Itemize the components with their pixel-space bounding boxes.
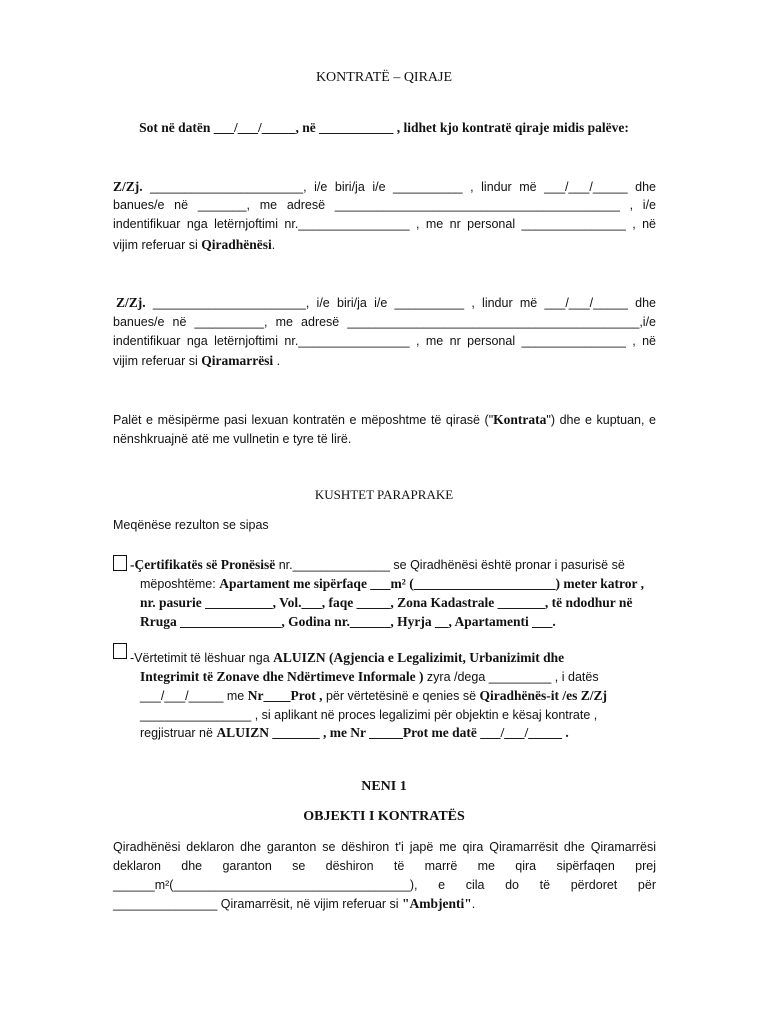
party2-line4 xyxy=(113,352,656,370)
item2-lessor: Qiradhënës-it /es Z/Zj xyxy=(479,688,608,703)
item2-registration: ALUIZN _______ , me Nr _____Prot me datë ___/___/_____ . xyxy=(216,725,569,740)
article-line1: Qiradhënësi deklaron dhe garanton se dëshiron t'i japë me qira Qiramarrësit dhe Qiramarrësi xyxy=(113,840,656,854)
article-line3: ______m²(__________________________________), e cila do të përdoret për xyxy=(113,878,656,892)
item2-line3 xyxy=(140,687,656,705)
party1-line3: indentifikuar nga letërnjoftimi nr.________________ , me nr personal _______________ , në xyxy=(113,217,656,231)
party1-role: Qiradhënësi xyxy=(201,237,272,252)
prelim-intro: Meqënëse rezulton se sipas xyxy=(113,518,269,532)
item1-line3: nr. pasurie __________, Vol.___, faqe _____, Zona Kadastrale _______, të ndodhur në xyxy=(140,595,633,610)
item2-line1-pre: -Vërtetimit të lëshuar nga xyxy=(130,651,274,665)
party2-label: Z/Zj. xyxy=(116,295,146,310)
prelim-heading: KUSHTET PARAPRAKE xyxy=(314,487,454,502)
party2-line3: indentifikuar nga letërnjoftimi nr.________________ , me nr personal _______________ , në xyxy=(113,334,656,348)
item2-line5 xyxy=(140,724,656,742)
item2-line3-pre: ___/___/_____ me xyxy=(140,689,248,703)
document-title: KONTRATË – QIRAJE xyxy=(315,70,453,85)
item1-line1-text: nr.______________ se Qiradhënësi është pronar i pasurisë së xyxy=(275,558,625,572)
party2-line2: banues/e në __________, me adresë __________________________________________,i/e xyxy=(113,315,656,329)
item1-line2 xyxy=(140,575,656,593)
item1-line2-pre: mëposhtëme: xyxy=(140,577,220,591)
party1-line4-post: . xyxy=(271,238,276,252)
item1-line4: Rruga _______________, Godina nr.______, Hyrja __, Apartamenti ___. xyxy=(140,614,556,629)
article-line4 xyxy=(113,895,656,913)
item2-line1 xyxy=(130,649,656,667)
party2-line1 xyxy=(116,294,656,312)
party2-role: Qiramarrësi xyxy=(201,353,274,368)
party2-line4-pre: vijim referuar si xyxy=(113,354,202,368)
parties-paragraph-post: ") dhe e kuptuan, e xyxy=(546,413,656,427)
party1-line1-text: ______________________, i/e biri/ja i/e __________ , lindur më ___/___/_____ dhe xyxy=(142,180,656,194)
intro-sentence: Sot në datën ___/___/_____, në ___________ , lidhet kjo kontratë qiraje midis palëve: xyxy=(139,120,629,135)
checkbox-certificate[interactable] xyxy=(113,555,127,571)
parties-paragraph-line1 xyxy=(113,411,656,429)
item2-line3-mid: për vërtetësinë e qenies së xyxy=(322,689,480,703)
article-line4-post: . xyxy=(471,897,476,911)
parties-paragraph-pre: Palët e mësipërme pasi lexuan kontratën e mëposhtme të qirasë (" xyxy=(113,413,494,427)
party1-line2: banues/e në _______, me adresë _________________________________________ , i/e xyxy=(113,198,656,212)
parties-paragraph-line2: nënshkruajnë atë me vullnetin e tyre të lirë. xyxy=(113,432,352,446)
item2-agency: ALUIZN (Agjencia e Legalizimit, Urbanizimit dhe xyxy=(273,650,565,665)
party2-line1-text: ______________________, i/e biri/ja i/e __________ , lindur më ___/___/_____ dhe xyxy=(145,296,656,310)
item2-agency-cont: Integrimit të Zonave dhe Ndërtimeve Informale ) xyxy=(140,669,424,684)
party2-line4-post: . xyxy=(273,354,281,368)
item2-line2 xyxy=(140,668,656,686)
premises-term: "Ambjenti" xyxy=(402,896,472,911)
article-title: OBJEKTI I KONTRATËS xyxy=(303,809,465,824)
item2-line2-text: zyra /dega _________ , i datës xyxy=(423,670,599,684)
article-line2: deklaron dhe garanton se dëshiron të marrë me qira sipërfaqen prej xyxy=(113,859,656,873)
item1-line1 xyxy=(130,556,656,574)
party1-line4 xyxy=(113,236,656,254)
item2-prot: Nr____Prot , xyxy=(247,688,323,703)
party1-line4-pre: vijim referuar si xyxy=(113,238,202,252)
article-line4-pre: _______________ Qiramarrësit, në vijim referuar si xyxy=(113,897,403,911)
party1-label: Z/Zj. xyxy=(113,179,143,194)
party1-line1 xyxy=(113,178,656,196)
item1-certificate-label: -Çertifikatës së Pronësisë xyxy=(130,557,276,572)
item1-apartment-desc: Apartament me sipërfaqe ___m² (_____________________) meter katror , xyxy=(219,576,644,591)
contract-term: Kontrata xyxy=(493,412,547,427)
article-number: NENI 1 xyxy=(361,779,407,794)
checkbox-aluizn[interactable] xyxy=(113,643,127,659)
item2-line5-pre: regjistruar në xyxy=(140,726,217,740)
item2-line4: ________________ , si aplikant në proces legalizimi për objektin e kësaj kontrate , xyxy=(140,708,598,722)
